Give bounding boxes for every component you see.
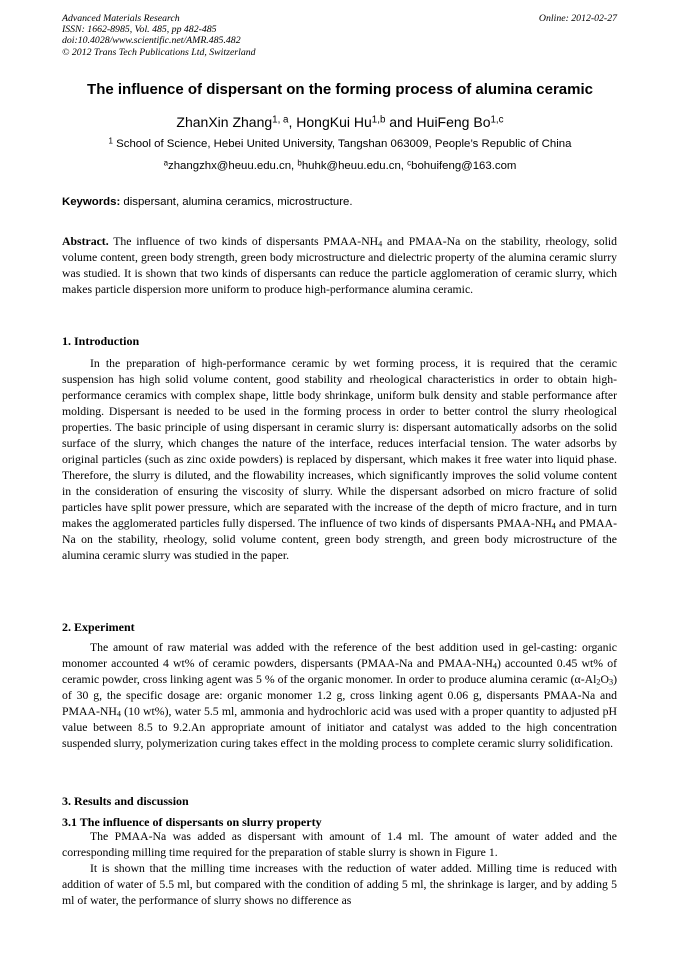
paragraph: It is shown that the milling time increases with the reduction of water added. Milling time is reduced with addition of water of 5.5 ml, but compared with the condition of adding 5 ml, the shrinkage is larger, and by adding 5 ml of water, the performance of slurry shows no difference as [62,862,617,907]
abstract [62,234,617,298]
author-separator: and [385,114,417,130]
paragraph: The PMAA-Na was added as dispersant with amount of 1.4 ml. The amount of water added and the corresponding milling time required for the preparation of stable slurry is shown in Figure 1. [62,830,617,859]
keywords [62,196,622,208]
email-link: zhangzhx@heuu.edu.cn, [168,160,298,172]
introduction-body [62,356,617,564]
section-heading-results: 3. Results and discussion [62,794,189,808]
subscript: 4 [378,239,383,249]
author-affil-mark: 1,b [371,114,386,126]
journal-header [62,13,617,58]
abstract-text: The influence of two kinds of dispersants PMAA-NH [108,235,379,248]
paragraph-text: and PMAA-Na on the stability, rheology, solid volume content, green body strength, and green body microstructure of the alumina ceramic slurry was studied in the paper. [62,517,617,562]
section-heading-experiment: 2. Experiment [62,620,135,634]
copyright-line: © 2012 Trans Tech Publications Ltd, Switzerland [62,46,256,58]
email-mark: b [297,158,302,168]
email-link: bohuifeng@163.com [411,160,517,172]
issn-line: ISSN: 1662-8985, Vol. 485, pp 482-485 [62,24,217,36]
email-mark: c [407,158,412,168]
author-affil-mark: 1, a [272,114,289,126]
author-name: HongKui Hu [296,114,372,130]
author-list [40,114,640,130]
subscript: 4 [116,709,121,719]
subscript: 2 [596,677,601,687]
subscript: 4 [492,661,497,671]
affiliation-mark: 1 [108,136,113,146]
paper-title: The influence of dispersant on the forming process of alumina ceramic [87,81,593,98]
email-list [40,160,640,172]
paragraph-text: ) accounted 0.45 wt% of ceramic powder, cross linking agent was 5 % of the organic monomer. In order to produce alumina ceramic (α-Al [62,657,617,686]
email-link: huhk@heuu.edu.cn, [301,160,408,172]
affiliation [40,138,640,150]
subscript: 4 [551,521,556,531]
email-mark: a [163,158,169,168]
author-affil-mark: 1,c [490,114,504,126]
paragraph-text: O [600,673,609,686]
affiliation-text: School of Science, Hebei United University, Tangshan 063009, People’s Republic of China [112,138,572,150]
keywords-label: Keywords: [62,196,121,208]
abstract-label: Abstract. [62,235,109,248]
subscript: 3 [608,677,614,687]
paragraph-text: In the preparation of high-performance ceramic by wet forming process, it is required that the ceramic suspension has high solid volume content, good stability and rheological characteristics in order to obtain high-performance ceramics with complex shape, little body shrinkage, uniform bulk density and stable performance after molding. Dispersant is needed to be used in the forming process in order to better control the slurry rheological properties. The basic principle of using dispersant in ceramic slurry is: dispersant automatically adsorbs on the solid surface of the slurry, which changes the nature of the interface, reduces interfacial tension. The water adsorbs by original particles (such as zinc oxide powders) is replaced by dispersant, which makes it free water into liquid phase. Therefore, the slurry is diluted, and the flowability increases, which significantly improves the solid volume content in the consideration of ensuring the viscosity of slurry. While the dispersant adsorbed on micro fracture of solid particles have split power pressure, which are separated with the increase of the depth of micro fracture, and in turn makes the agglomerated particles fully dispersed. The influence of two kinds of dispersants PMAA-NH [62,357,617,530]
experiment-body [62,640,617,752]
author-name: HuiFeng Bo [416,114,491,130]
results-body [62,829,617,909]
journal-name: Advanced Materials Research [62,13,180,24]
paragraph-text: ) of 30 g, the specific dosage are: organic monomer 1.2 g, cross linking agent 0.06 g, dispersants PMAA-Na and PMAA-NH [62,673,617,718]
abstract-text: and PMAA-Na on the stability, rheology, solid volume content, green body strength, green body microstructure and dielectric property of the alumina ceramic slurry was studied. It is shown that two kinds of dispersants can reduce the particle agglomeration of ceramic slurry, which makes particle dispersion more uniform to produce high-performance alumina ceramic. [62,235,618,296]
paragraph-text: (10 wt%), water 5.5 ml, ammonia and hydrochloric acid was used with a proper quantity to adjusted pH value between 8.5 to 9.2.An appropriate amount of initiator and catalyst was added to the high concentration suspended slurry, polymerization curing takes effect in the molding process to complete ceramic slurry solidification. [62,705,617,750]
online-date: Online: 2012-02-27 [538,13,617,24]
paragraph-text: The amount of raw material was added with the reference of the best addition used in gel-casting: organic monomer accounted 4 wt% of ceramic powders, dispersants (PMAA-Na and PMAA-NH [62,641,617,670]
author-name: ZhanXin Zhang [176,114,273,130]
keywords-text: dispersant, alumina ceramics, microstructure. [120,196,353,208]
subsection-heading: 3.1 The influence of dispersants on slurry property [62,815,322,829]
doi-line: doi:10.4028/www.scientific.net/AMR.485.482 [62,35,241,47]
author-separator: , [288,114,297,130]
section-heading-introduction: 1. Introduction [62,334,140,348]
